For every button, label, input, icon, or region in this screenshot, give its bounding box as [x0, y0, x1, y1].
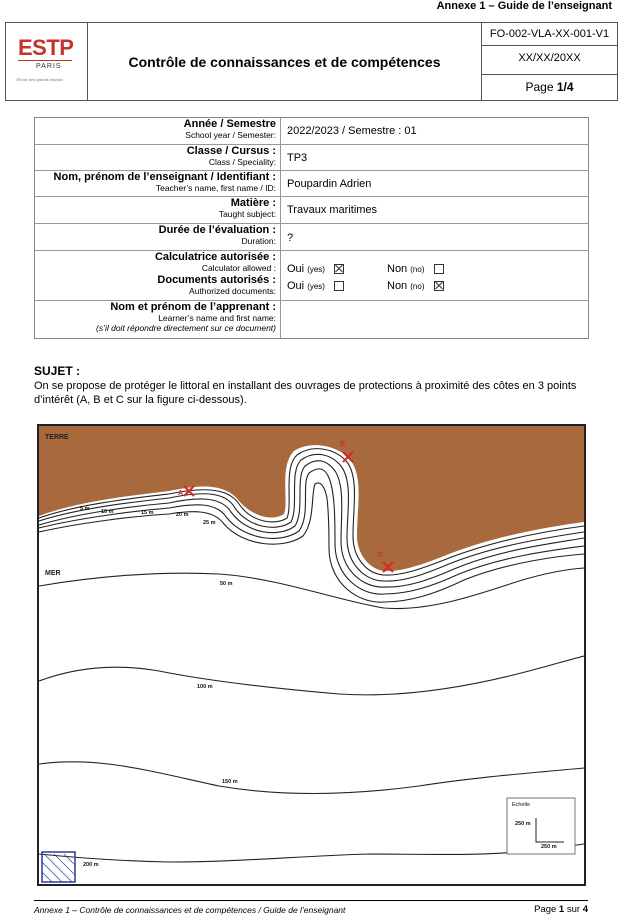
doc-date: XX/XX/20XX [518, 52, 581, 64]
footer-divider [34, 900, 588, 901]
row-learner [35, 301, 588, 338]
calculator-yes-note: (yes) [307, 265, 325, 274]
label-cell [35, 251, 281, 300]
documents-yes-note: (yes) [307, 282, 325, 291]
land-area [39, 426, 584, 571]
map-drawing [39, 426, 584, 884]
scale-horizontal-label: 250 m [541, 844, 557, 850]
footer-page-mid: sur [564, 904, 583, 915]
sublabel-subject: Taught subject: [218, 209, 276, 219]
calculator-no-checkbox[interactable] [434, 264, 444, 274]
footer-text: Annexe 1 – Contrôle de connaissances et de compétences / Guide de l’enseignant [34, 905, 346, 915]
contour-label-20m: 20 m [176, 512, 189, 518]
documents-options [287, 280, 457, 292]
documents-no-group [387, 280, 444, 292]
label-cell [35, 224, 281, 250]
page-prefix: Page [525, 79, 554, 94]
value-subject: Travaux maritimes [287, 204, 378, 216]
footer-page [534, 904, 588, 915]
sublabel-documents: Authorized documents: [189, 286, 276, 296]
point-b-label: B [340, 441, 346, 448]
value-year: 2022/2023 / Semestre : 01 [287, 125, 417, 137]
sublabel-class: Class / Speciality: [208, 157, 276, 167]
logo-divider [18, 60, 72, 61]
label-class: Classe / Cursus : [186, 145, 276, 157]
contour-100m [39, 656, 584, 695]
sujet-title: SUJET : [34, 364, 81, 378]
calculator-yes-label: Oui [287, 263, 305, 275]
logo-city: PARIS [36, 63, 62, 70]
row-subject [35, 197, 588, 224]
contour-label-15m: 15 m [141, 510, 154, 516]
note-learner: (s’il doit répondre directement sur ce document) [96, 323, 276, 333]
bathymetric-map [37, 424, 586, 886]
land-label: TERRE [45, 434, 69, 441]
sublabel-calculator: Calculator allowed : [201, 263, 276, 273]
contour-label-25m: 25 m [203, 520, 216, 526]
contour-label-200m: 200 m [83, 862, 99, 868]
value-duration: ? [287, 232, 294, 244]
label-cell [35, 197, 281, 223]
document-title: Contrôle de connaissances et de compétences [88, 23, 482, 100]
calculator-options [287, 263, 457, 275]
footer-page-total: 4 [582, 904, 588, 915]
calculator-yes-checkbox[interactable] [334, 264, 344, 274]
label-cell [35, 171, 281, 196]
scale-title: Echelle [512, 802, 531, 808]
logo-tagline: l’École des grands travaux [16, 77, 63, 82]
contour-150m [39, 762, 584, 794]
label-duration: Durée de l’évaluation : [158, 224, 276, 236]
label-cell [35, 118, 281, 144]
contour-50m [39, 568, 584, 609]
row-class [35, 145, 588, 171]
sujet-text: On se propose de protéger le littoral en installant des ouvrages de protections à proximité des côtes en 3 points d’intérêt (A, B et C sur la figure ci-dessous). [34, 380, 577, 406]
label-cell [35, 301, 281, 338]
row-permissions [35, 251, 588, 301]
sublabel-learner: Learner’s name and first name: [158, 313, 276, 323]
document-meta [482, 23, 617, 100]
contour-label-50m: 50 m [220, 581, 233, 587]
row-teacher [35, 171, 588, 197]
calculator-no-group [387, 263, 444, 275]
footer-page-prefix: Page [534, 904, 559, 915]
logo-text: ESTP [18, 35, 74, 60]
row-duration [35, 224, 588, 251]
point-c-label: C [378, 552, 384, 559]
contour-label-100m: 100 m [197, 684, 213, 690]
label-cell [35, 145, 281, 170]
sublabel-teacher: Teacher’s name, first name / ID: [155, 183, 276, 193]
value-class: TP3 [287, 152, 308, 164]
value-teacher: Poupardin Adrien [287, 178, 372, 190]
documents-yes-label: Oui [287, 280, 305, 292]
point-a-label: A [178, 490, 184, 497]
contour-label-150m: 150 m [222, 779, 238, 785]
doc-code: FO-002-VLA-XX-001-V1 [482, 23, 617, 46]
sublabel-year: School year / Semester: [185, 130, 276, 140]
calculator-no-note: (no) [410, 265, 425, 274]
contour-200m [39, 844, 584, 862]
logo [6, 23, 88, 100]
footer-page-number: 1 [558, 904, 565, 915]
contour-label-5m: 5 m [80, 506, 90, 512]
documents-no-label: Non [387, 280, 408, 292]
documents-no-checkbox[interactable] [434, 281, 444, 291]
contour-label-10m: 10 m [101, 509, 114, 515]
sublabel-duration: Duration: [241, 236, 276, 246]
calculator-no-label: Non [387, 263, 408, 275]
page-indicator [482, 74, 617, 98]
label-learner: Nom et prénom de l’apprenant : [110, 301, 276, 313]
label-calculator: Calculatrice autorisée : [154, 251, 276, 263]
document-header [5, 22, 618, 101]
sea-label: MER [45, 570, 61, 577]
hatch-lines [42, 854, 75, 882]
scale-vertical-label: 250 m [515, 821, 531, 827]
page-value: 1/4 [556, 79, 574, 94]
label-teacher: Nom, prénom de l’enseignant / Identifiant : [53, 171, 276, 183]
label-year: Année / Semestre [183, 118, 276, 130]
info-table [34, 117, 589, 339]
documents-yes-checkbox[interactable] [334, 281, 344, 291]
label-subject: Matière : [230, 197, 276, 209]
documents-no-note: (no) [410, 282, 425, 291]
label-documents: Documents autorisés : [157, 274, 276, 286]
row-year [35, 118, 588, 145]
annex-header: Annexe 1 – Guide de l’enseignant [436, 0, 612, 12]
